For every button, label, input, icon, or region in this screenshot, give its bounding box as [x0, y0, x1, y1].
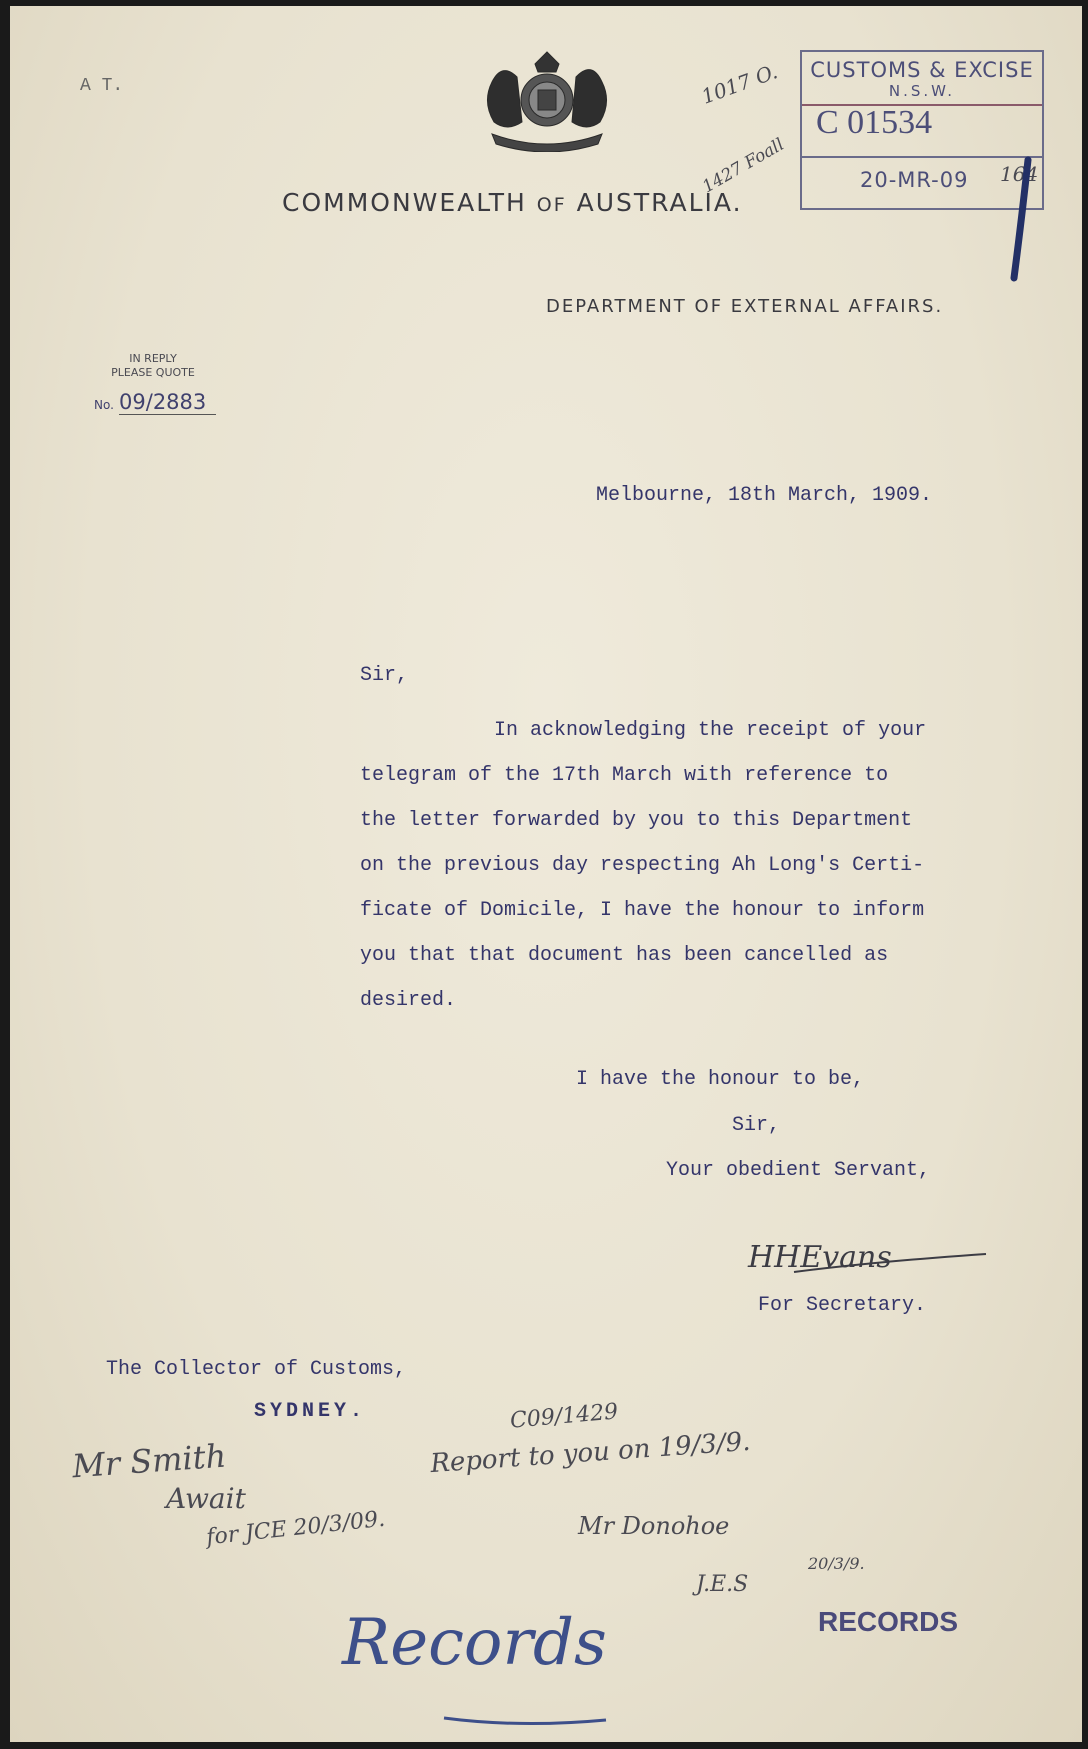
body-line: the letter forwarded by you to this Department [360, 809, 913, 832]
signature: HHEvans [748, 1240, 892, 1275]
body-line: telegram of the 17th March with reference to [360, 764, 889, 787]
ref-no-label: No. [94, 398, 114, 412]
addressee-city: SYDNEY. [254, 1400, 367, 1423]
body-line: on the previous day respecting Ah Long's Certi- [360, 854, 925, 877]
records-underline [440, 1706, 610, 1730]
records-stamp [818, 1606, 958, 1638]
closing-line-3: Your obedient Servant, [666, 1159, 931, 1182]
stamp-date: 20-MR-09 [860, 168, 969, 192]
letterhead-commonwealth: COMMONWEALTH [282, 188, 527, 217]
letterhead-australia: AUSTRALIA. [576, 188, 743, 217]
letter-sheet [10, 6, 1082, 1742]
blue-pencil-stroke [1006, 156, 1036, 286]
addressee: The Collector of Customs, [106, 1358, 407, 1381]
hand-initials-date: 20/3/9. [808, 1554, 865, 1573]
department-name: DEPARTMENT OF EXTERNAL AFFAIRS. [546, 296, 944, 317]
hand-await: Await [166, 1482, 246, 1515]
hand-report: Report to you on 19/3/9. [429, 1426, 752, 1480]
body-line: ficate of Domicile, I have the honour to inform [360, 899, 925, 922]
letterhead-title [282, 188, 743, 217]
closing-line-2: Sir, [732, 1114, 781, 1137]
hand-per-date: for JCE 20/3/09. [205, 1506, 387, 1551]
corner-marks: A T. [80, 76, 124, 96]
ref-no-value: 09/2883 [119, 390, 216, 415]
body-line: desired. [360, 989, 457, 1012]
reference-number [94, 390, 216, 414]
hand-initials: J.E.S [696, 1572, 749, 1597]
hand-ref: C09/1429 [509, 1399, 620, 1434]
stamp-number: C 01534 [816, 104, 933, 141]
signature-flourish [790, 1248, 990, 1278]
hand-mr-donohoe: Mr Donohoe [578, 1512, 730, 1540]
body-line: In acknowledging the receipt of your [494, 719, 927, 742]
closing-line-1: I have the honour to be, [576, 1068, 865, 1091]
body-line: you that that document has been cancelled as [360, 944, 889, 967]
salutation: Sir, [360, 664, 409, 687]
reply-instruction [94, 352, 212, 380]
stamp-pencil-note: 164 [1000, 162, 1039, 186]
reply-line1: IN REPLY [129, 352, 177, 365]
letter-body [360, 708, 1010, 1023]
stamp-line2: N.S.W. [888, 82, 956, 100]
stamp-line1: CUSTOMS & EXCISE [810, 58, 1034, 82]
hand-records: Records [342, 1606, 607, 1680]
records-stamp-text: RECORDS [818, 1606, 959, 1637]
hand-mr-smith: Mr Smith [70, 1436, 228, 1486]
reply-line2: PLEASE QUOTE [111, 366, 195, 379]
letter-date: Melbourne, 18th March, 1909. [596, 484, 933, 507]
signed-for: For Secretary. [758, 1294, 927, 1317]
letterhead-of: OF [536, 194, 567, 216]
coat-of-arms-icon [472, 42, 622, 152]
pencil-note-top: 1017 O. [698, 59, 781, 109]
pencil-note-side: 1427 Foall [699, 134, 788, 198]
